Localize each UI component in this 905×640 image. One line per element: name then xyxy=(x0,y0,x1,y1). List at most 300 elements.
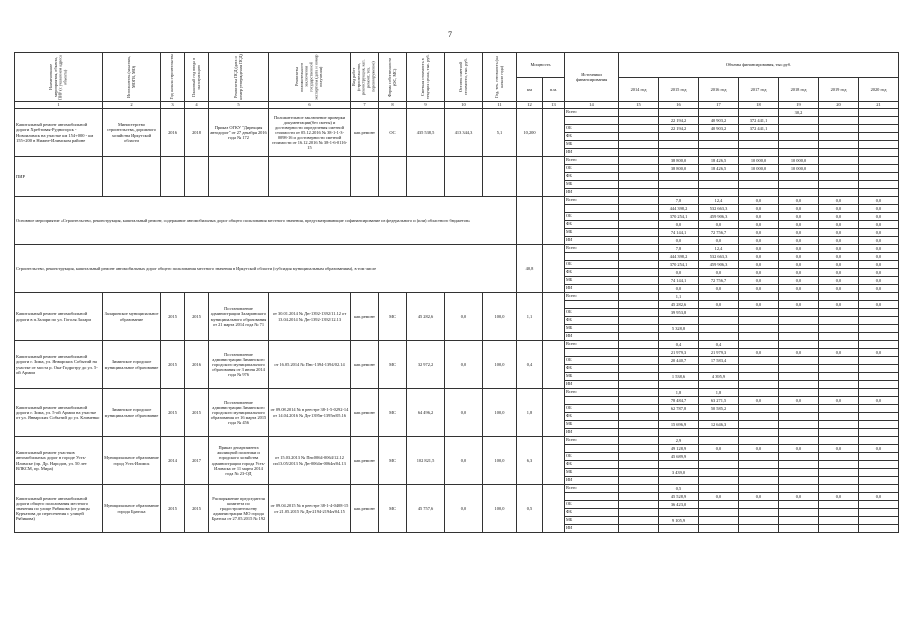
funding-value xyxy=(859,141,899,149)
column-number: 20 xyxy=(819,102,859,109)
object-start-year: 2015 xyxy=(161,389,185,437)
funding-source: МБ xyxy=(565,277,619,285)
object-name: Капитальный ремонт автомобильной дороги Хребтовая-Рудногорск - Новоилимск на участке км 154+000 - км 155+200 в Нижне-Илимском районе xyxy=(15,109,103,157)
funding-value xyxy=(739,525,779,533)
funding-value xyxy=(739,517,779,525)
table-row xyxy=(15,293,899,301)
funding-value xyxy=(739,173,779,181)
funding-source: МБ xyxy=(565,229,619,237)
funding-value xyxy=(659,181,699,189)
column-number: 12 xyxy=(517,102,543,109)
funding-value xyxy=(619,389,659,397)
funding-value xyxy=(859,157,899,165)
funding-value xyxy=(739,477,779,485)
funding-value xyxy=(699,413,739,421)
funding-value: 0,0 xyxy=(819,253,859,261)
object-rest: 0,0 xyxy=(445,485,483,533)
funding-source: ФБ xyxy=(565,365,619,373)
funding-source: МБ xyxy=(565,421,619,429)
funding-value xyxy=(739,413,779,421)
funding-value xyxy=(859,413,899,421)
funding-value xyxy=(779,421,819,429)
object-work-type: кап.ремонт xyxy=(351,389,379,437)
funding-source: ИИ xyxy=(565,285,619,293)
funding-value: 50 585,2 xyxy=(699,405,739,413)
funding-value xyxy=(739,317,779,325)
funding-value: 12,4 xyxy=(699,245,739,253)
funding-value xyxy=(779,357,819,365)
funding-value xyxy=(779,461,819,469)
object-readiness: 100,0 xyxy=(483,437,517,485)
funding-value: 0,0 xyxy=(779,445,819,453)
funding-value xyxy=(619,253,659,261)
table-body xyxy=(15,109,899,533)
funding-value xyxy=(859,525,899,533)
funding-value xyxy=(619,405,659,413)
funding-value: 5 328,8 xyxy=(659,325,699,333)
funding-value xyxy=(659,509,699,517)
funding-value: 17 583,4 xyxy=(699,357,739,365)
funding-value xyxy=(859,293,899,301)
funding-source: Всего xyxy=(565,157,619,165)
funding-value: 0,0 xyxy=(739,261,779,269)
funding-value: 0,0 xyxy=(859,349,899,357)
object-cost: 435 538,5 xyxy=(407,109,445,157)
funding-value xyxy=(819,317,859,325)
funding-value: 0,0 xyxy=(739,277,779,285)
funding-source xyxy=(565,301,619,309)
funding-source: Всего xyxy=(565,389,619,397)
funding-value: 18 426,5 xyxy=(699,157,739,165)
funding-value: 0,0 xyxy=(739,301,779,309)
object-psd: Постановление администрации Зиминского городского муниципального образования от 3 июня 2014 года № 976 xyxy=(209,341,269,389)
object-rest: 0,0 xyxy=(445,389,483,437)
funding-value: 532 663,3 xyxy=(699,205,739,213)
funding-value: 370 254,1 xyxy=(659,213,699,221)
funding-value xyxy=(859,109,899,117)
funding-source: ФБ xyxy=(565,317,619,325)
funding-value xyxy=(619,245,659,253)
object-psd: Постановление администрации Зиминского городского муниципального образования от 16 марта 2015 года № 456 xyxy=(209,389,269,437)
funding-value: 38 800,0 xyxy=(659,157,699,165)
funding-value: 0,0 xyxy=(739,213,779,221)
funding-value xyxy=(859,421,899,429)
header-cost: Сметная стоимость в текущих ценах, тыс. руб. xyxy=(407,53,445,102)
funding-value: 0,0 xyxy=(779,285,819,293)
funding-value xyxy=(619,229,659,237)
funding-value xyxy=(819,165,859,173)
funding-value: 10 000,0 xyxy=(739,157,779,165)
header-rest: Остаток сметной стоимости, тыс. руб. xyxy=(445,53,483,102)
funding-value xyxy=(739,357,779,365)
funding-value xyxy=(739,181,779,189)
funding-value: 0,0 xyxy=(779,349,819,357)
header-year: 2019 год xyxy=(819,77,859,102)
table-row xyxy=(15,245,899,253)
column-number: 15 xyxy=(619,102,659,109)
object-expertise xyxy=(269,157,351,197)
funding-value xyxy=(819,429,859,437)
funding-value xyxy=(739,141,779,149)
funding-value: 0,0 xyxy=(859,245,899,253)
funding-value xyxy=(619,269,659,277)
object-start-year: 2016 xyxy=(161,109,185,157)
funding-value: 0,0 xyxy=(739,349,779,357)
funding-value: 0,0 xyxy=(819,221,859,229)
funding-value xyxy=(779,517,819,525)
object-executor: Зиминское городское муниципальное образование xyxy=(103,389,161,437)
funding-value xyxy=(619,261,659,269)
column-number: 16 xyxy=(659,102,699,109)
header-sources: Источники финансирования xyxy=(565,53,619,102)
funding-value xyxy=(619,157,659,165)
funding-value xyxy=(739,109,779,117)
funding-value xyxy=(699,461,739,469)
funding-value: 7,8 xyxy=(659,197,699,205)
funding-value xyxy=(819,509,859,517)
funding-value: 74 144,1 xyxy=(659,277,699,285)
header-name: Наименование мероприятия, объекта, ПИР (с указанием адреса объекта) xyxy=(15,53,103,102)
funding-source: ИИ xyxy=(565,149,619,157)
funding-value xyxy=(819,309,859,317)
table-row xyxy=(15,485,899,493)
funding-value xyxy=(699,109,739,117)
funding-value xyxy=(739,293,779,301)
funding-value xyxy=(859,149,899,157)
funding-value xyxy=(699,173,739,181)
object-pm xyxy=(543,485,565,533)
funding-value xyxy=(739,381,779,389)
funding-value xyxy=(619,477,659,485)
funding-value: 0,0 xyxy=(699,237,739,245)
funding-value: 0,0 xyxy=(859,285,899,293)
funding-value xyxy=(819,389,859,397)
funding-value: 0,0 xyxy=(819,237,859,245)
object-name: Капитальный ремонт автомобильной дороги г. Зима, ул. Январских Событий на участке от моста р. Ока-Гидротру до ул. 5-ой Армии xyxy=(15,341,103,389)
section-title: Строительство, реконструкция, капитальный ремонт автомобильных дорог общего пользования местного значения в Иркутской области (субсидия муниципальным образованиям), в том числе xyxy=(15,245,517,293)
object-work-type: кап.ремонт xyxy=(351,293,379,341)
funding-source: ИИ xyxy=(565,381,619,389)
object-work-type: кап.ремонт xyxy=(351,109,379,157)
funding-value xyxy=(699,501,739,509)
funding-source: ОБ xyxy=(565,125,619,133)
funding-value: 72 756,7 xyxy=(699,277,739,285)
funding-value xyxy=(859,381,899,389)
funding-value xyxy=(659,149,699,157)
funding-value: 0,0 xyxy=(859,493,899,501)
funding-value xyxy=(619,517,659,525)
header-end-year: Плановый год ввода в эксплуатацию xyxy=(185,53,209,102)
object-km: 0,5 xyxy=(517,485,543,533)
funding-value: 0,0 xyxy=(739,269,779,277)
funding-source xyxy=(565,117,619,125)
funding-source xyxy=(565,349,619,357)
section-km: 40,8 xyxy=(517,245,543,293)
object-readiness: 100,0 xyxy=(483,341,517,389)
header-year: 2020 год xyxy=(859,77,899,102)
object-start-year: 2014 xyxy=(161,437,185,485)
object-start-year: 2015 xyxy=(161,485,185,533)
funding-value: 63 271,5 xyxy=(699,397,739,405)
funding-value: 12,4 xyxy=(699,197,739,205)
funding-source: ФБ xyxy=(565,509,619,517)
object-expertise: от 15.03.2013 № Пнс0064-0064/12.12 пп13.05/2013 № Дн-0064н-0064н/04.13 xyxy=(269,437,351,485)
funding-value xyxy=(619,525,659,533)
object-start-year xyxy=(161,157,185,197)
funding-value xyxy=(619,309,659,317)
funding-value: 0,0 xyxy=(859,397,899,405)
funding-value xyxy=(819,365,859,373)
funding-value: 10 000,0 xyxy=(779,165,819,173)
funding-value: 0,0 xyxy=(859,301,899,309)
column-number: 2 xyxy=(103,102,161,109)
funding-value xyxy=(819,293,859,301)
funding-value xyxy=(779,413,819,421)
funding-value: 0,0 xyxy=(859,221,899,229)
funding-value xyxy=(819,469,859,477)
funding-value: 2,9 xyxy=(659,437,699,445)
funding-value xyxy=(619,141,659,149)
funding-value xyxy=(699,141,739,149)
funding-value: 0,0 xyxy=(699,445,739,453)
funding-value: 0,0 xyxy=(779,301,819,309)
funding-value xyxy=(659,317,699,325)
funding-value xyxy=(819,461,859,469)
header-start-year: Год начала строительства xyxy=(161,53,185,102)
funding-source: Всего xyxy=(565,197,619,205)
object-start-year: 2015 xyxy=(161,293,185,341)
funding-value: 444 398,2 xyxy=(659,253,699,261)
funding-source xyxy=(565,493,619,501)
funding-value xyxy=(739,133,779,141)
funding-value xyxy=(779,501,819,509)
column-number: 10 xyxy=(445,102,483,109)
funding-source: Всего xyxy=(565,293,619,301)
funding-value xyxy=(859,181,899,189)
funding-source: ИИ xyxy=(565,237,619,245)
funding-value: 0,0 xyxy=(779,205,819,213)
object-cost: 102 821,5 xyxy=(407,437,445,485)
funding-value xyxy=(859,357,899,365)
object-work-type: кап.ремонт xyxy=(351,341,379,389)
funding-value xyxy=(619,213,659,221)
funding-value: 532 663,3 xyxy=(699,253,739,261)
funding-value xyxy=(659,133,699,141)
object-executor: Муниципальное образование города Братска xyxy=(103,485,161,533)
funding-value xyxy=(819,141,859,149)
funding-value: 0,0 xyxy=(779,213,819,221)
funding-value: 10 000,0 xyxy=(739,165,779,173)
funding-source: ОБ xyxy=(565,261,619,269)
object-readiness: 5,1 xyxy=(483,109,517,157)
funding-value: 0,0 xyxy=(659,237,699,245)
object-cost: 45 757,6 xyxy=(407,485,445,533)
funding-value xyxy=(859,437,899,445)
funding-value xyxy=(619,301,659,309)
funding-value: 0,0 xyxy=(779,269,819,277)
funding-value xyxy=(859,373,899,381)
funding-value xyxy=(739,501,779,509)
funding-value xyxy=(619,421,659,429)
funding-value: 30,2 xyxy=(779,109,819,117)
object-rest: 0,0 xyxy=(445,437,483,485)
funding-value xyxy=(739,389,779,397)
funding-value: 0,0 xyxy=(739,229,779,237)
funding-value xyxy=(779,133,819,141)
funding-value: 0,0 xyxy=(659,285,699,293)
section-pm xyxy=(543,197,565,245)
funding-value: 0,0 xyxy=(739,253,779,261)
funding-value xyxy=(739,333,779,341)
header-year: 2014 год xyxy=(619,77,659,102)
object-rest: 413 344,3 xyxy=(445,109,483,157)
funding-value: 0,0 xyxy=(739,493,779,501)
funding-value xyxy=(699,189,739,197)
funding-value: 0,0 xyxy=(819,445,859,453)
funding-value xyxy=(739,309,779,317)
funding-value xyxy=(659,413,699,421)
funding-value: 78 484,7 xyxy=(659,397,699,405)
funding-value xyxy=(699,309,739,317)
funding-value xyxy=(619,165,659,173)
funding-value xyxy=(619,237,659,245)
funding-value xyxy=(699,453,739,461)
funding-source: Всего xyxy=(565,245,619,253)
funding-source: Всего xyxy=(565,485,619,493)
object-pm xyxy=(543,341,565,389)
object-readiness: 100,0 xyxy=(483,293,517,341)
header-psd: Реквизиты ПСД (дата и номер утверждения ПСД) xyxy=(209,53,269,102)
object-cost: 32 972,2 xyxy=(407,341,445,389)
funding-source: ИИ xyxy=(565,333,619,341)
funding-value xyxy=(819,173,859,181)
funding-value xyxy=(819,341,859,349)
header-km: км xyxy=(517,77,543,102)
funding-value xyxy=(739,453,779,461)
funding-value: 0,0 xyxy=(819,301,859,309)
funding-source: ИИ xyxy=(565,189,619,197)
funding-value: 0,0 xyxy=(699,493,739,501)
funding-value xyxy=(619,205,659,213)
funding-value xyxy=(699,133,739,141)
funding-source: ОБ xyxy=(565,213,619,221)
table-header xyxy=(15,53,899,109)
object-work-type: кап.ремонт xyxy=(351,437,379,485)
object-ownership: МС xyxy=(379,341,407,389)
funding-value xyxy=(619,221,659,229)
funding-value xyxy=(779,405,819,413)
object-name: Капитальный ремонт автомобильной дороги общего пользования местного значения по улице Рябикова (от улицы Курчатова до пересечения с улицей Рябикова) xyxy=(15,485,103,533)
funding-value xyxy=(619,277,659,285)
funding-value xyxy=(699,509,739,517)
funding-value xyxy=(859,485,899,493)
funding-value xyxy=(779,309,819,317)
funding-value xyxy=(819,421,859,429)
funding-value: 0,0 xyxy=(859,229,899,237)
funding-value: 0,0 xyxy=(779,261,819,269)
funding-value: 0,0 xyxy=(819,397,859,405)
object-psd: Приказ департамента жилищной политики и городского хозяйства администрации города Усть-Илимска от 11 марта 2014 года № 23-ОД xyxy=(209,437,269,485)
funding-value xyxy=(699,469,739,477)
object-executor: Министерство строительства, дорожного хозяйства Иркутской области xyxy=(103,109,161,157)
funding-value: 0,0 xyxy=(699,269,739,277)
object-km: 10,200 xyxy=(517,109,543,157)
funding-value xyxy=(699,317,739,325)
funding-value xyxy=(819,133,859,141)
funding-value: 0,0 xyxy=(859,445,899,453)
column-number: 21 xyxy=(859,102,899,109)
funding-value xyxy=(619,413,659,421)
funding-value: 40 903,2 xyxy=(699,125,739,133)
object-ownership: МС xyxy=(379,293,407,341)
funding-value: 0,0 xyxy=(819,285,859,293)
column-number: 17 xyxy=(699,102,739,109)
column-number: 3 xyxy=(161,102,185,109)
funding-value: 459 906,3 xyxy=(699,213,739,221)
funding-value: 0,0 xyxy=(779,197,819,205)
funding-value xyxy=(779,317,819,325)
header-pm: п.м. xyxy=(543,77,565,102)
column-number: 6 xyxy=(269,102,351,109)
funding-source: ФБ xyxy=(565,221,619,229)
funding-value xyxy=(819,125,859,133)
object-km xyxy=(517,157,543,197)
funding-source xyxy=(565,397,619,405)
column-number: 13 xyxy=(543,102,565,109)
funding-value: 15 696,9 xyxy=(659,421,699,429)
section-title: Основное мероприятие «Строительство, реконструкция, капитальный ремонт, содержание автомобильных дорог общего пользования местного значения, предусматривающие софинансирование из федерального и (или) областного бюджетов» xyxy=(15,197,517,245)
funding-source: МБ xyxy=(565,181,619,189)
funding-value xyxy=(859,389,899,397)
object-psd: Распоряжение председателя комитета по градостроительству администрации МО города Братска от 27.05.2015 № 192 xyxy=(209,485,269,533)
funding-value xyxy=(819,333,859,341)
column-numbers-row xyxy=(15,102,899,109)
funding-source: ФБ xyxy=(565,133,619,141)
funding-value: 0,0 xyxy=(859,213,899,221)
funding-value xyxy=(739,485,779,493)
column-number: 1 xyxy=(15,102,103,109)
funding-value xyxy=(659,365,699,373)
funding-value xyxy=(819,437,859,445)
funding-value xyxy=(619,117,659,125)
funding-value xyxy=(619,373,659,381)
funding-value: 1,8 xyxy=(659,389,699,397)
object-executor xyxy=(103,157,161,197)
funding-value: 39 953,8 xyxy=(659,309,699,317)
funding-value: 0,0 xyxy=(779,277,819,285)
object-cost: 64 496,2 xyxy=(407,389,445,437)
funding-value xyxy=(659,333,699,341)
funding-value: 0,0 xyxy=(739,221,779,229)
object-rest: 0,0 xyxy=(445,293,483,341)
funding-value xyxy=(739,461,779,469)
funding-source: ИИ xyxy=(565,477,619,485)
header-work-type: Вид работ (строительство, реконструкция, кап. ремонт, тех. перевооружение) xyxy=(351,53,379,102)
funding-value: 0,5 xyxy=(659,485,699,493)
funding-value xyxy=(779,181,819,189)
funding-value xyxy=(779,381,819,389)
object-expertise: Положительное заключение проверки документации(без сметы) и достоверности определения сметной стоимости от 05.12.2016 № 38-1-1-3-0098-16 и достоверности сметной стоимости от 16.12.2016 № 38-1-6-0116-15 xyxy=(269,109,351,157)
object-executor: Муниципальное образование город Усть-Илимск xyxy=(103,437,161,485)
object-expertise: от 30.01.2014 № Дн-1392-1392/11.12 от 13.04.2014 № Дн-1392-1392/12.13 xyxy=(269,293,351,341)
funding-value: 0,0 xyxy=(819,277,859,285)
funding-value xyxy=(619,325,659,333)
page-number: 7 xyxy=(448,30,452,39)
header-power: Мощность xyxy=(517,53,565,78)
funding-value xyxy=(779,341,819,349)
table-row xyxy=(15,157,899,165)
object-pm xyxy=(543,437,565,485)
